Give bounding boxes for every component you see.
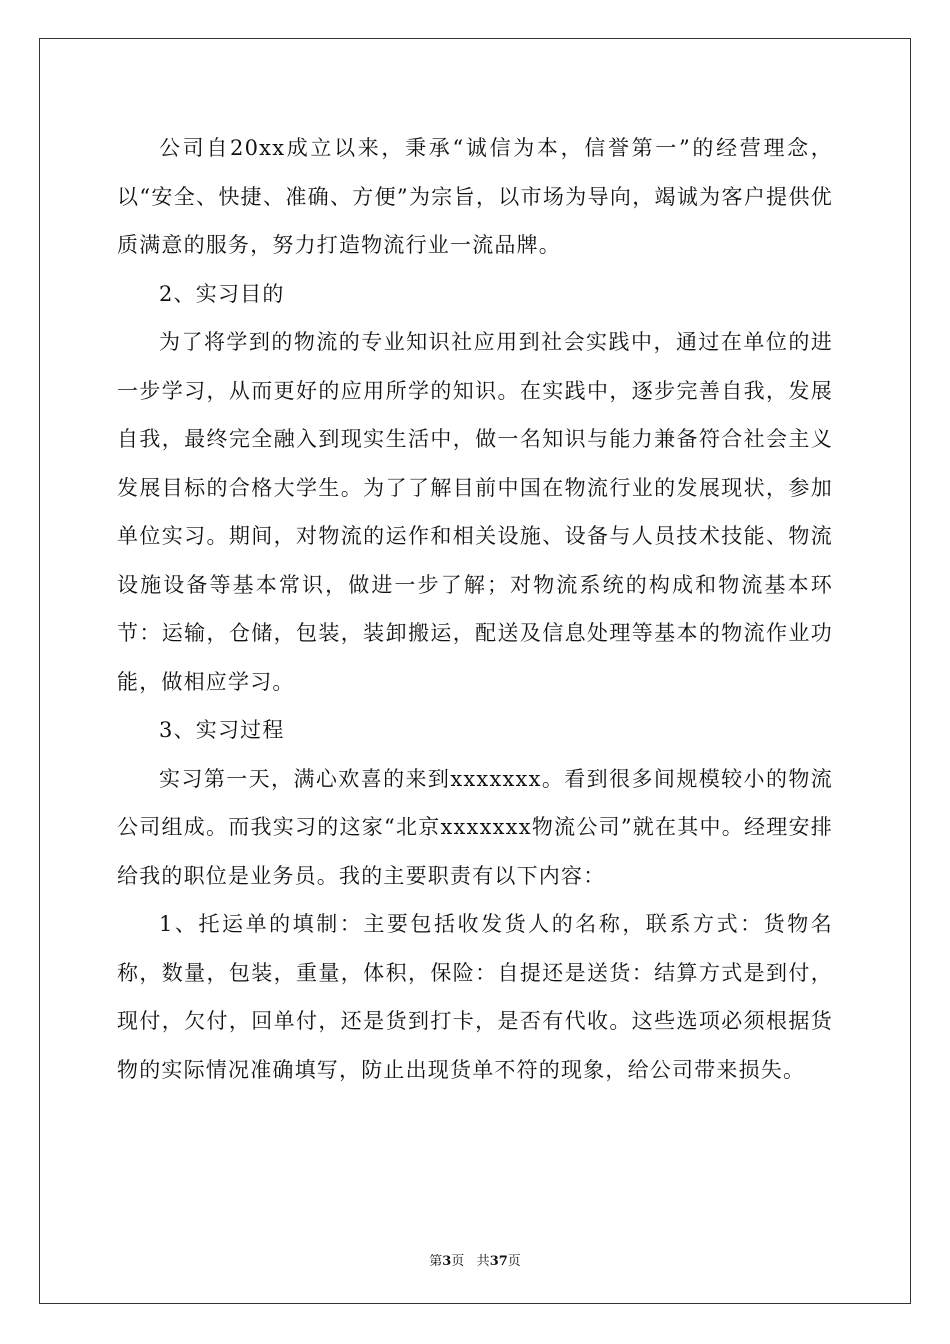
heading-internship-process: 3、实习过程 (159, 718, 285, 742)
page-suffix: 页 (451, 1254, 465, 1269)
total-prefix: 共 (476, 1254, 490, 1269)
paragraph-waybill: 1、托运单的填制：主要包括收发货人的名称，联系方式：货物名称，数量，包装，重量，体积，保险：自提还是送货：结算方式是到付，现付，欠付，回单付，还是货到打卡，是否有代收。这些选项必须根据货物的实际情况准确填写，防止出现货单不符的现象，给公司带来损失。 (117, 912, 833, 1082)
page-footer (0, 1250, 950, 1269)
total-pages: 37 (489, 1254, 508, 1269)
paragraph-internship-purpose: 为了将学到的物流的专业知识社应用到社会实践中，通过在单位的进一步学习，从而更好的应用所学的知识。在实践中，逐步完善自我，发展自我，最终完全融入到现实生活中，做一名知识与能力兼备符合社会主义发展目标的合格大学生。为了了解目前中国在物流行业的发展现状，参加单位实习。期间，对物流的运作和相关设施、设备与人员技术技能、物流设施设备等基本常识，做进一步了解；对物流系统的构成和物流基本环节：运输，仓储，包装，装卸搬运，配送及信息处理等基本的物流作业功能，做相应学习。 (117, 330, 833, 694)
paragraph-company-intro: 公司自20xx成立以来，秉承“诚信为本，信誉第一”的经营理念，以“安全、快捷、准确、方便”为宗旨，以市场为导向，竭诚为客户提供优质满意的服务，努力打造物流行业一流品牌。 (117, 136, 833, 257)
heading-internship-purpose: 2、实习目的 (159, 281, 285, 306)
page-number: 3 (442, 1254, 452, 1269)
total-suffix: 页 (507, 1254, 521, 1269)
paragraph-first-day: 实习第一天，满心欢喜的来到xxxxxxx。看到很多间规模较小的物流公司组成。而我实习的这家“北京xxxxxxx物流公司”就在其中。经理安排给我的职位是业务员。我的主要职责有以下内容： (117, 766, 833, 888)
document-body (117, 124, 833, 1094)
page-prefix: 第 (429, 1254, 443, 1269)
